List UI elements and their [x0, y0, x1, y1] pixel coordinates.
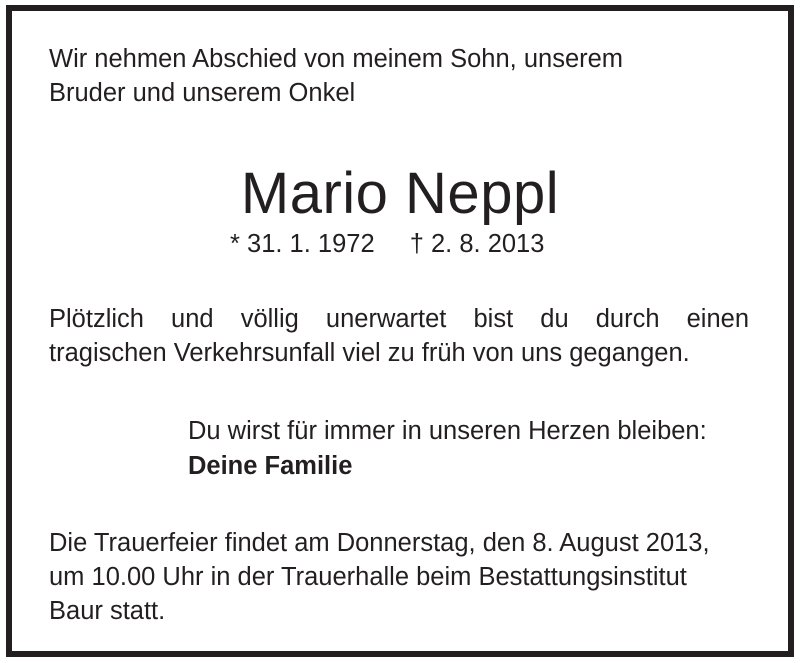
intro-line-2: Bruder und unserem Onkel	[49, 79, 356, 107]
service-line-3: Baur statt.	[49, 597, 166, 625]
birth-date: * 31. 1. 1972	[230, 230, 375, 258]
service-line-1: Die Trauerfeier findet am Donnerstag, den 8. August 2013,	[49, 529, 710, 557]
death-date: † 2. 8. 2013	[409, 230, 545, 258]
message-line-2: tragischen Verkehrsunfall viel zu früh von uns gegangen.	[49, 339, 690, 367]
life-dates	[230, 228, 590, 260]
intro-line-1: Wir nehmen Abschied von meinem Sohn, unserem	[49, 45, 624, 73]
intro-text	[49, 42, 749, 110]
service-line-2: um 10.00 Uhr in der Trauerhalle beim Bestattungsinstitut	[49, 563, 687, 591]
service-info	[49, 526, 761, 628]
family-signature: Deine Familie	[188, 452, 353, 480]
deceased-name: Mario Neppl	[240, 161, 560, 226]
message-line-1: Plötzlich und völlig unerwartet bist du durch einen	[49, 305, 749, 333]
farewell-text: Du wirst für immer in unseren Herzen bleiben:	[188, 417, 707, 445]
condolence-message	[49, 302, 749, 370]
